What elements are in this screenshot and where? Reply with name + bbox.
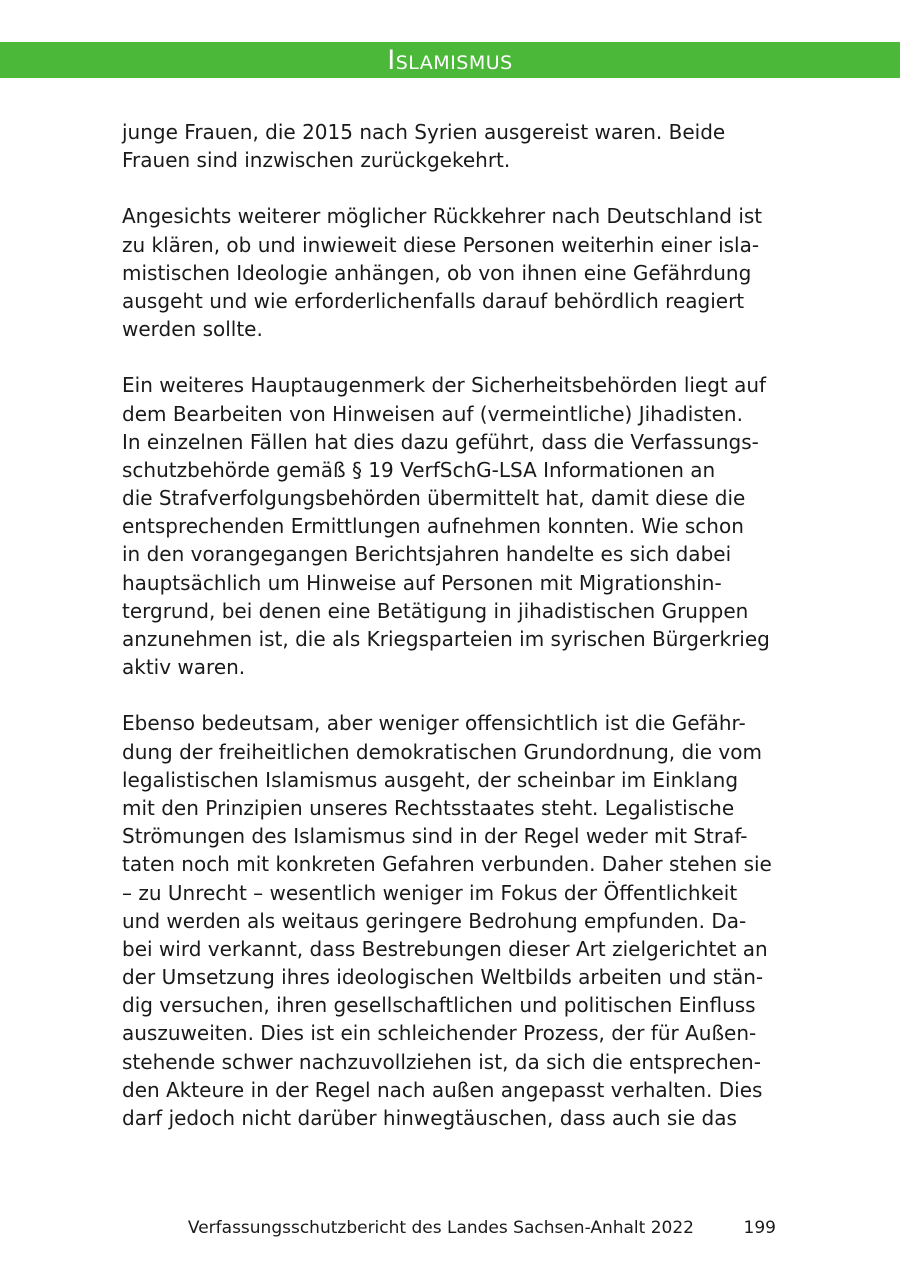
text-line: dig versuchen, ihren gesellschaftlichen und politischen Einfluss [122,993,756,1018]
text-line: junge Frauen, die 2015 nach Syrien ausgereist waren. Beide [122,120,726,144]
section-header-bar [0,42,900,78]
text-line: darf jedoch nicht darüber hinwegtäuschen, dass auch sie das [122,1106,737,1130]
text-line: und werden als weitaus geringere Bedrohung empfunden. Da- [122,908,747,933]
paragraph [122,202,790,343]
paragraph [122,118,790,174]
text-line: Angesichts weiterer möglicher Rückkehrer nach Deutschland ist [122,204,763,229]
text-line: Ebenso bedeutsam, aber weniger offensichtlich ist die Gefähr- [122,711,746,736]
text-line: aktiv waren. [122,655,246,680]
paragraph [122,371,790,681]
text-line: mit den Prinzipien unseres Rechtsstaates steht. Legalistische [122,795,735,820]
text-line: Ein weiteres Hauptaugenmerk der Sicherheitsbehörden liegt auf [122,373,767,398]
text-line: werden sollte. [122,317,263,342]
text-line: dung der freiheitlichen demokratischen Grundordnung, die vom [122,739,762,764]
text-line: dem Bearbeiten von Hinweisen auf (vermeintliche) Jihadisten. [122,401,743,426]
page-footer [0,1214,900,1242]
page-number: 199 [743,1218,776,1238]
text-line: tergrund, bei denen eine Betätigung in jihadistischen Gruppen [122,598,749,623]
text-line: hauptsächlich um Hinweise auf Personen mit Migrationshin- [122,570,722,595]
text-line: schutzbehörde gemäß § 19 VerfSchG-LSA Informationen an [122,457,716,482]
text-line: entsprechenden Ermittlungen aufnehmen konnten. Wie schon [122,514,744,539]
text-line: In einzelnen Fällen hat dies dazu geführt, dass die Verfassungs- [122,429,759,454]
text-line: die Strafverfolgungsbehörden übermittelt hat, damit diese die [122,486,746,511]
section-title: Islamismus [387,45,513,76]
text-line: den Akteure in der Regel nach außen angepasst verhalten. Dies [122,1077,763,1102]
text-line: auszuweiten. Dies ist ein schleichender Prozess, der für Außen- [122,1021,757,1046]
text-line: mistischen Ideologie anhängen, ob von ihnen eine Gefährdung [122,260,752,285]
text-line: Frauen sind inzwischen zurückgekehrt. [122,148,511,173]
text-line: – zu Unrecht – wesentlich weniger im Fokus der Öffentlichkeit [122,880,738,905]
text-line: bei wird verkannt, dass Bestrebungen dieser Art zielgerichtet an [122,936,768,961]
body-text [122,118,790,1160]
text-line: taten noch mit konkreten Gefahren verbunden. Daher stehen sie [122,852,772,877]
text-line: zu klären, ob und inwieweit diese Personen weiterhin einer isla- [122,232,760,257]
text-line: anzunehmen ist, die als Kriegsparteien im syrischen Bürgerkrieg [122,627,770,651]
text-line: ausgeht und wie erforderlichenfalls darauf behördlich reagiert [122,288,745,313]
text-line: stehende schwer nachzuvollziehen ist, da sich die entsprechen- [122,1049,761,1074]
text-line: Strömungen des Islamismus sind in der Regel weder mit Straf- [122,824,748,849]
text-line: legalistischen Islamismus ausgeht, der scheinbar im Einklang [122,767,739,792]
footer-publication-title: Verfassungsschutzbericht des Landes Sachsen-Anhalt 2022 [187,1218,694,1238]
paragraph [122,709,790,1132]
text-line: in den vorangegangen Berichtsjahren handelte es sich dabei [122,542,732,567]
text-line: der Umsetzung ihres ideologischen Weltbilds arbeiten und stän- [122,965,764,990]
